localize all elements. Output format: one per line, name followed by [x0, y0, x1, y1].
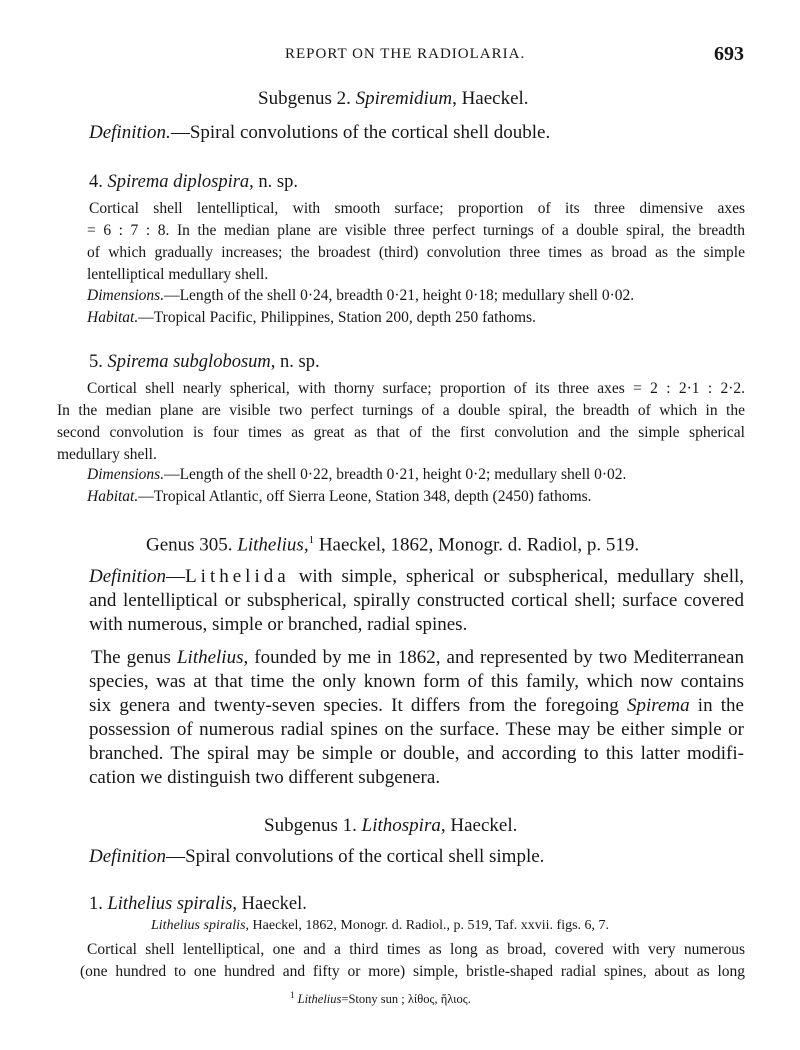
species-4-line: lentelliptical medullary shell.	[87, 266, 269, 283]
species-5-suffix: , n. sp.	[270, 352, 320, 372]
species-4-line: Cortical shell lentelliptical, with smooth surface; proportion of its three dimensive axes	[89, 200, 745, 217]
genus-305-prefix: Genus 305.	[146, 534, 238, 556]
paragraph-line: possession of numerous radial spines on the surface. These may be either simple or	[89, 719, 744, 740]
species-5-line: In the median plane are visible two perfect turnings of a double spiral, the breadth of which in the	[57, 402, 745, 419]
paragraph-line: species, was at that time the only known form of this family, which now contains	[89, 671, 744, 692]
species-4-habitat	[87, 309, 536, 327]
subgenus-1-heading	[264, 815, 517, 837]
species-5-dimensions	[87, 466, 626, 484]
species-4-line: = 6 : 7 : 8. In the median plane are visible three perfect turnings of a double spiral, the breadth	[87, 222, 745, 239]
species-5-number: 5.	[89, 352, 108, 372]
subgenus-1-suffix: , Haeckel.	[440, 815, 518, 836]
subgenus-1-prefix: Subgenus 1.	[264, 815, 362, 836]
species-5-line: medullary shell.	[57, 446, 157, 463]
footnote-term: Lithelius	[297, 992, 342, 1007]
footnote-text: =Stony sun ; λίθος, ἥλιος.	[341, 992, 471, 1007]
species-1-suffix: , Haeckel.	[232, 894, 307, 914]
habitat-label: Habitat.	[87, 309, 139, 326]
subgenus-1-name: Lithospira	[361, 815, 441, 836]
genus-305-def-line	[89, 565, 744, 589]
paragraph-text: , founded by me in 1862, and represented by two Mediterranean	[243, 647, 744, 668]
subgenus-2-name: Spiremidium	[355, 88, 453, 109]
paragraph-text: six genera and twenty-seven species. It differs from the foregoing	[89, 695, 627, 716]
habitat-label: Habitat.	[87, 488, 139, 505]
family-name: Lithelida	[185, 566, 290, 587]
habitat-text: —Tropical Atlantic, off Sierra Leone, Station 348, depth (2450) fathoms.	[138, 488, 592, 505]
genus-name-italic: Lithelius	[176, 647, 244, 668]
definition-label: Definition	[89, 566, 167, 587]
paragraph-line: cation we distinguish two different subgenera.	[89, 767, 441, 788]
species-5-heading	[89, 352, 320, 373]
species-4-line: of which gradually increases; the broadest (third) convolution three times as broad as the simple	[87, 244, 745, 261]
habitat-text: —Tropical Pacific, Philippines, Station 200, depth 250 fathoms.	[138, 309, 536, 326]
genus-305-def-line: and lentelliptical or subspherical, spirally constructed cortical shell; surface covered	[89, 590, 744, 611]
subgenus-2-prefix: Subgenus 2.	[258, 88, 356, 109]
genus-305-definition	[89, 565, 744, 637]
footnote-mark: 1	[308, 534, 315, 546]
species-5-line: second convolution is four times as great as that of the first convolution and the simple spherical	[57, 424, 745, 441]
subgenus-1-definition	[89, 846, 544, 868]
genus-305-def-line: with numerous, simple or branched, radial spines.	[89, 614, 468, 635]
genus-305-heading	[146, 534, 639, 556]
definition-dash: —	[166, 566, 186, 587]
species-1-description	[80, 939, 745, 983]
dimensions-label: Dimensions.	[87, 466, 165, 483]
dimensions-label: Dimensions.	[87, 287, 165, 304]
species-4-suffix: , n. sp.	[249, 172, 298, 192]
synonym-text: , Haeckel, 1862, Monogr. d. Radiol., p. 519, Taf. xxvii. figs. 6, 7.	[245, 918, 610, 933]
running-title: REPORT ON THE RADIOLARIA.	[285, 46, 526, 62]
definition-text: —Spiral convolutions of the cortical shell simple.	[166, 846, 545, 867]
definition-label: Definition.	[89, 122, 171, 143]
subgenus-2-definition	[89, 122, 550, 144]
species-1-heading	[89, 894, 307, 915]
species-4-name: Spirema diplospira	[107, 172, 250, 192]
species-1-name: Lithelius spiralis	[107, 894, 233, 914]
definition-text: —Spiral convolutions of the cortical shell double.	[170, 122, 551, 143]
species-4-heading	[89, 172, 298, 193]
footnote	[290, 990, 471, 1007]
genus-name-italic: Spirema	[626, 695, 690, 716]
footnote-mark: 1	[290, 990, 295, 1000]
definition-label: Definition	[89, 846, 167, 867]
species-4-dimensions	[87, 287, 634, 305]
synonym-name: Lithelius spiralis	[151, 918, 246, 933]
species-5-description	[57, 378, 745, 466]
species-4-description	[87, 198, 745, 286]
paragraph-line	[89, 694, 744, 718]
paragraph-line	[89, 646, 744, 670]
genus-305-paragraph	[89, 646, 744, 790]
dimensions-text: —Length of the shell 0·22, breadth 0·21, height 0·2; medullary shell 0·02.	[164, 466, 627, 483]
paragraph-line: branched. The spiral may be simple or double, and according to this latter modifi-	[89, 743, 744, 764]
paragraph-text: in the	[689, 695, 744, 716]
species-5-name: Spirema subglobosum	[107, 352, 271, 372]
page-number: 693	[714, 43, 744, 65]
subgenus-2-heading	[258, 88, 529, 110]
species-5-line: Cortical shell nearly spherical, with thorny surface; proportion of its three axes = 2 : 2·1 : 2·2.	[87, 380, 745, 397]
species-4-number: 4.	[89, 172, 108, 192]
species-1-number: 1.	[89, 894, 108, 914]
subgenus-2-suffix: , Haeckel.	[452, 88, 529, 109]
definition-text: with simple, spherical or subspherical, medullary shell,	[289, 566, 744, 587]
species-5-habitat	[87, 488, 592, 506]
paragraph-text: The genus	[91, 647, 177, 668]
genus-305-suffix: Haeckel, 1862, Monogr. d. Radiol, p. 519.	[314, 534, 640, 556]
species-1-synonymy	[151, 918, 609, 934]
species-1-line: Cortical shell lentelliptical, one and a third times as long as broad, covered with very numerous	[87, 941, 745, 958]
genus-305-name: Lithelius,	[237, 534, 309, 556]
species-1-line: (one hundred to one hundred and fifty or more) simple, bristle-shaped radial spines, about as long	[80, 963, 745, 980]
dimensions-text: —Length of the shell 0·24, breadth 0·21, height 0·18; medullary shell 0·02.	[164, 287, 635, 304]
